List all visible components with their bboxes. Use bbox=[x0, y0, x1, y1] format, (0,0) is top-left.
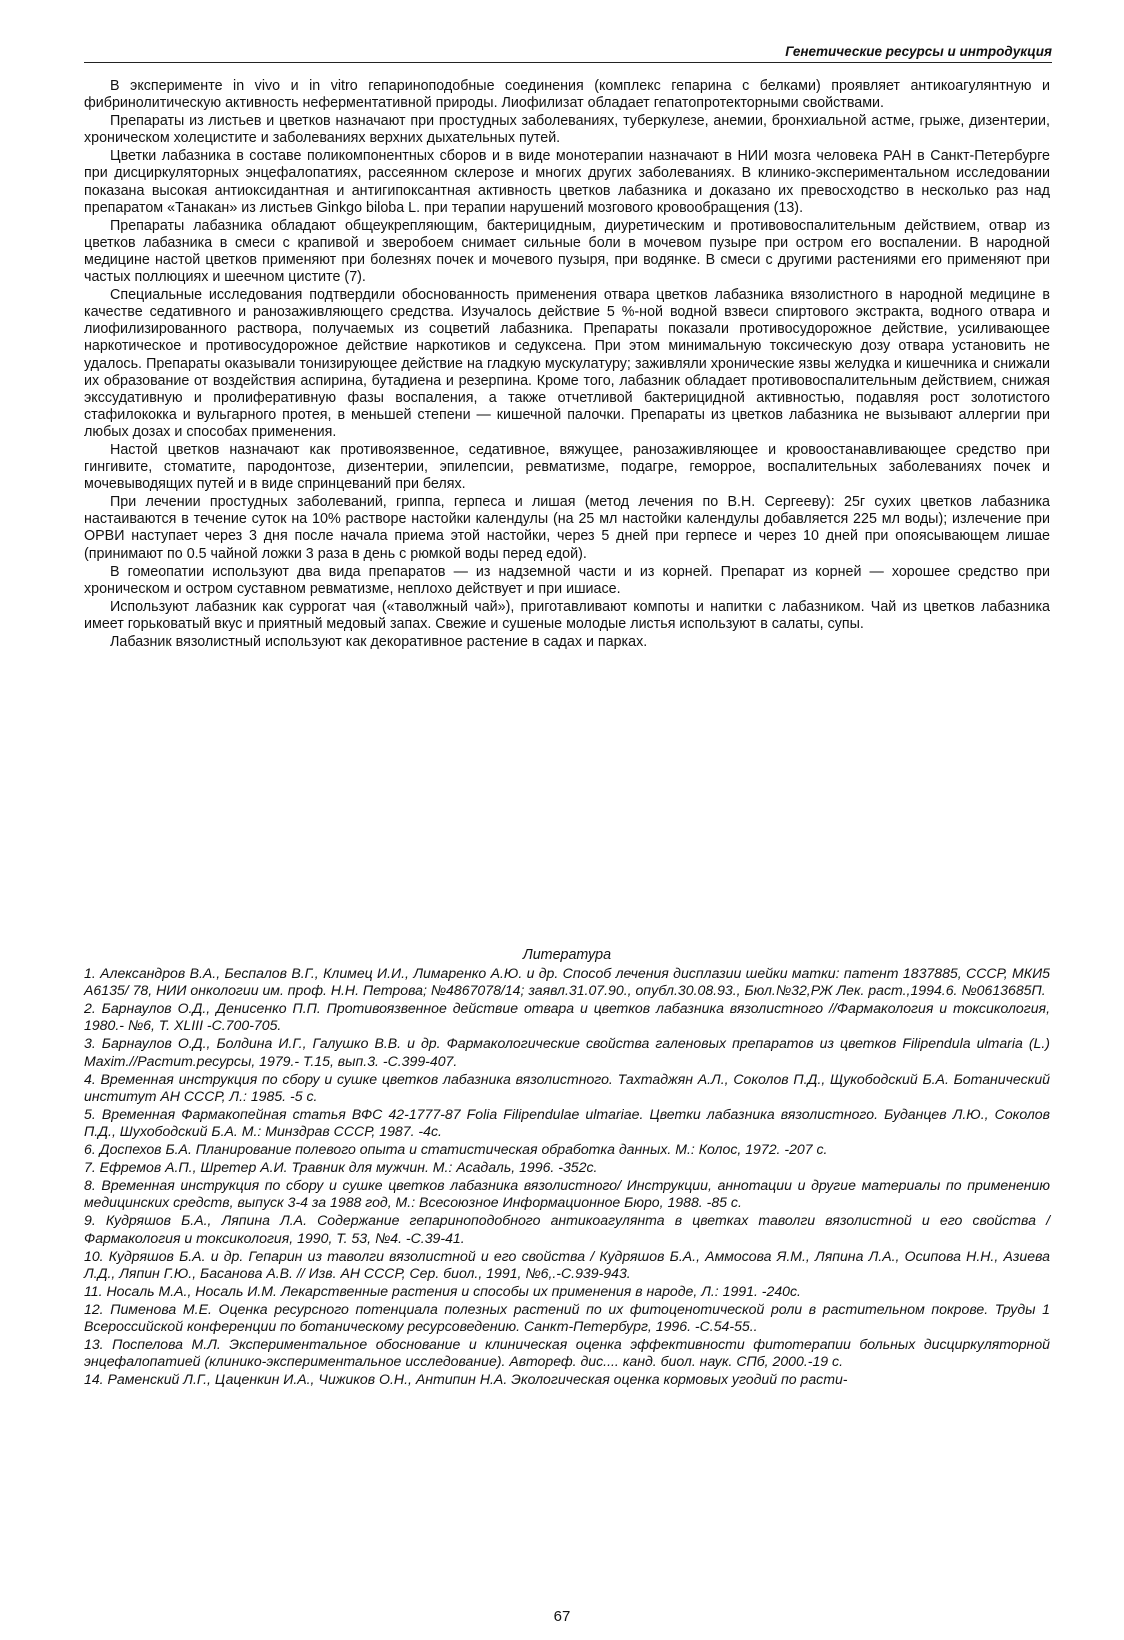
reference-item: 2. Барнаулов О.Д., Денисенко П.П. Противоязвенное действие отвара и цветков лабазника вязолистного //Фармакология и токсикология, 1980.- №6, Т. XLIII -С.700-705. bbox=[84, 1000, 1050, 1034]
reference-item: 1. Александров В.А., Беспалов В.Г., Климец И.И., Лимаренко А.Ю. и др. Способ лечения дисплазии шейки матки: патент 1837885, СССР, МКИ5 А6135/ 78, НИИ онкологии им. проф. Н.Н. Петрова; №4867078/14; заявл.31.07.90., опубл.30.08.93., Бюл.№32,РЖ Лек. раст.,1994.6. №0613685П. bbox=[84, 965, 1050, 999]
paragraph: При лечении простудных заболеваний, гриппа, герпеса и лишая (метод лечения по В.Н. Сергееву): 25г сухих цветков лабазника настаиваются в течение суток на 10% растворе настойки календулы (на 25 мл настойки календулы добавляется 225 мл воды); излечение при ОРВИ наступает через 3 дня после начала приема этой настойки, через 5 дней при герпесе и через 10 дней при опоясывающем лишае (принимают по 0.5 чайной ложки 3 раза в день с рюмкой воды перед едой). bbox=[84, 494, 1050, 562]
body-text bbox=[84, 78, 1050, 652]
reference-item: 10. Кудряшов Б.А. и др. Гепарин из таволги вязолистной и его свойства / Кудряшов Б.А., Аммосова Я.М., Ляпина Л.А., Осипова Н.Н., Азиева Л.Д., Ляпин Г.Ю., Басанова А.В. // Изв. АН СССР, Сер. биол., 1991, №6,.-С.939-943. bbox=[84, 1247, 1050, 1281]
references-title: Литература bbox=[522, 947, 612, 963]
page-number: 67 bbox=[553, 1608, 571, 1625]
reference-item: 6. Доспехов Б.А. Планирование полевого опыта и статистическая обработка данных. М.: Колос, 1972. -207 с. bbox=[84, 1141, 828, 1158]
reference-item: 13. Поспелова М.Л. Экспериментальное обоснование и клиническая оценка эффективности фитотерапии больных дисциркуляторной энцефалопатией (клинико-экспериментальное исследование). Автореф. дис.... канд. биол. наук. СПб, 2000.-19 с. bbox=[84, 1336, 1050, 1370]
reference-item: 11. Носаль М.А., Носаль И.М. Лекарственные растения и способы их применения в народе, Л.: 1991. -240с. bbox=[84, 1282, 801, 1299]
reference-item: 9. Кудряшов Б.А., Ляпина Л.А. Содержание гепариноподобного антикоагулянта в цветках таволги вязолистной и его свойства / Фармакология и токсикология, 1990, Т. 53, №4. -С.39-41. bbox=[84, 1212, 1050, 1246]
reference-item: 4. Временная инструкция по сбору и сушке цветков лабазника вязолистного. Тахтаджян А.Л., Соколов П.Д., Щукободский Б.А. Ботанический институт АН СССР, Л.: 1985. -5 с. bbox=[84, 1070, 1050, 1104]
reference-item: 12. Пименова М.Е. Оценка ресурсного потенциала полезных растений по их фитоценотической роли в растительном покрове. Труды 1 Всероссийской конференции по ботаническому ресурсоведению. Санкт-Петербург, 1996. -С.54-55.. bbox=[84, 1300, 1050, 1334]
paragraph: Используют лабазник как суррогат чая («таволжный чай»), приготавливают компоты и напитки с лабазником. Чай из цветков лабазника имеет горьковатый вкус и приятный медовый запах. Свежие и сушеные молодые листья используют в салаты, супы. bbox=[84, 598, 1050, 632]
running-header bbox=[84, 40, 1052, 64]
reference-item: 8. Временная инструкция по сбору и сушке цветков лабазника вязолистного/ Инструкции, аннотации и другие материалы по применению медицинских средств, выпуск 3-4 за 1988 год, М.: Всесоюзное Информационное Бюро, 1988. -85 с. bbox=[84, 1177, 1050, 1211]
paragraph: Цветки лабазника в составе поликомпонентных сборов и в виде монотерапии назначают в НИИ мозга человека РАН в Санкт-Петербурге при дисциркуляторных энцефалопатиях, рассеянном склерозе и многих других заболеваниях. В клинико-экспериментальном исследовании показана высокая антиоксидантная и антигипоксантная активность цветков лабазника и доказано их превосходство в несколько раз над препаратом «Танакан» из листьев Ginkgo biloba L. при терапии нарушений мозгового кровообращения (13). bbox=[84, 148, 1050, 216]
header-rule bbox=[84, 62, 1052, 63]
paragraph: Лабазник вязолистный используют как декоративное растение в садах и парках. bbox=[110, 634, 648, 650]
paragraph: Настой цветков назначают как противоязвенное, седативное, вяжущее, ранозаживляющее и кровоостанавливающее средство при гингивите, стоматите, пародонтозе, дизентерии, эпилепсии, ревматизме, подагре, геморрое, воспалительных заболеваниях почек и мочевыводящих путей и в виде спринцеваний при белях. bbox=[84, 441, 1050, 493]
header-title: Генетические ресурсы и интродукция bbox=[785, 44, 1052, 59]
references-section bbox=[84, 947, 1050, 1389]
paragraph: В эксперименте in vivo и in vitro гепариноподобные соединения (комплекс гепарина с белками) проявляет антикоагулянтную и фибринолитическую активность неферментативной природы. Лиофилизат обладает гепатопротекторными свойствами. bbox=[84, 78, 1050, 112]
paragraph: Специальные исследования подтвердили обоснованность применения отвара цветков лабазника вязолистного в народной медицине в качестве седативного и ранозаживляющего средства. Изучалось действие 5 %-ной водной взвеси спиртового экстракта, водного отвара и лиофилизированного раствора, получаемых из соцветий лабазника. Препараты показали противосудорожное действие, усиливающее наркотическое и противосудорожное действие наркотиков и седуксена. При этом минимальную токсическую дозу отвара установить не удалось. Препараты оказывали тонизирующее действие на гладкую мускулатуру; заживляли хронические язвы желудка и кишечника и снижали их образование от воздействия аспирина, бутадиена и резерпина. Кроме того, лабазник обладает противовоспалительным действием, снижая экссудативную и пролиферативную фазы воспаления, а также отчетливой бактерицидной активностью, подавляя рост золотистого стафилококка и вульгарного протея, в меньшей степени — кишечной палочки. Препараты из цветков лабазника не вызывают аллергии при любых дозах и способах применения. bbox=[84, 287, 1050, 440]
reference-item: 14. Раменский Л.Г., Цаценкин И.А., Чижиков О.Н., Антипин Н.А. Экологическая оценка кормовых угодий по расти- bbox=[84, 1371, 848, 1388]
paragraph: Препараты лабазника обладают общеукрепляющим, бактерицидным, диуретическим и противовоспалительным действием, отвар из цветков лабазника в смеси с крапивой и зверобоем снимает сильные боли в мочевом пузыре при остром его воспалении. В народной медицине настой цветков применяют при болезнях почек и мочевого пузыря, при водянке. В смеси с другими растениями его применяют при частых поллюциях и шеечном цистите (7). bbox=[84, 217, 1050, 286]
reference-item: 5. Временная Фармакопейная статья ВФС 42-1777-87 Folia Filipendulae ulmariae. Цветки лабазника вязолистного. Буданцев Л.Ю., Соколов П.Д., Шухободский Б.А. М.: Минздрав СССР, 1987. -4с. bbox=[84, 1105, 1050, 1139]
reference-item: 3. Барнаулов О.Д., Болдина И.Г., Галушко В.В. и др. Фармакологические свойства галеновых препаратов из цветков Filipendula ulmaria (L.) Maxim.//Растит.ресурсы, 1979.- Т.15, вып.3. -С.399-407. bbox=[84, 1035, 1050, 1069]
paragraph: Препараты из листьев и цветков назначают при простудных заболеваниях, туберкулезе, анемии, бронхиальной астме, грыже, дизентерии, хроническом холецистите и заболеваниях верхних дыхательных путей. bbox=[84, 113, 1050, 147]
reference-item: 7. Ефремов А.П., Шретер А.И. Травник для мужчин. М.: Асадаль, 1996. -352с. bbox=[84, 1159, 598, 1176]
paragraph: В гомеопатии используют два вида препаратов — из надземной части и из корней. Препарат из корней — хорошее средство при хроническом и остром суставном ревматизме, неплохо действует и при ишиасе. bbox=[84, 563, 1050, 597]
